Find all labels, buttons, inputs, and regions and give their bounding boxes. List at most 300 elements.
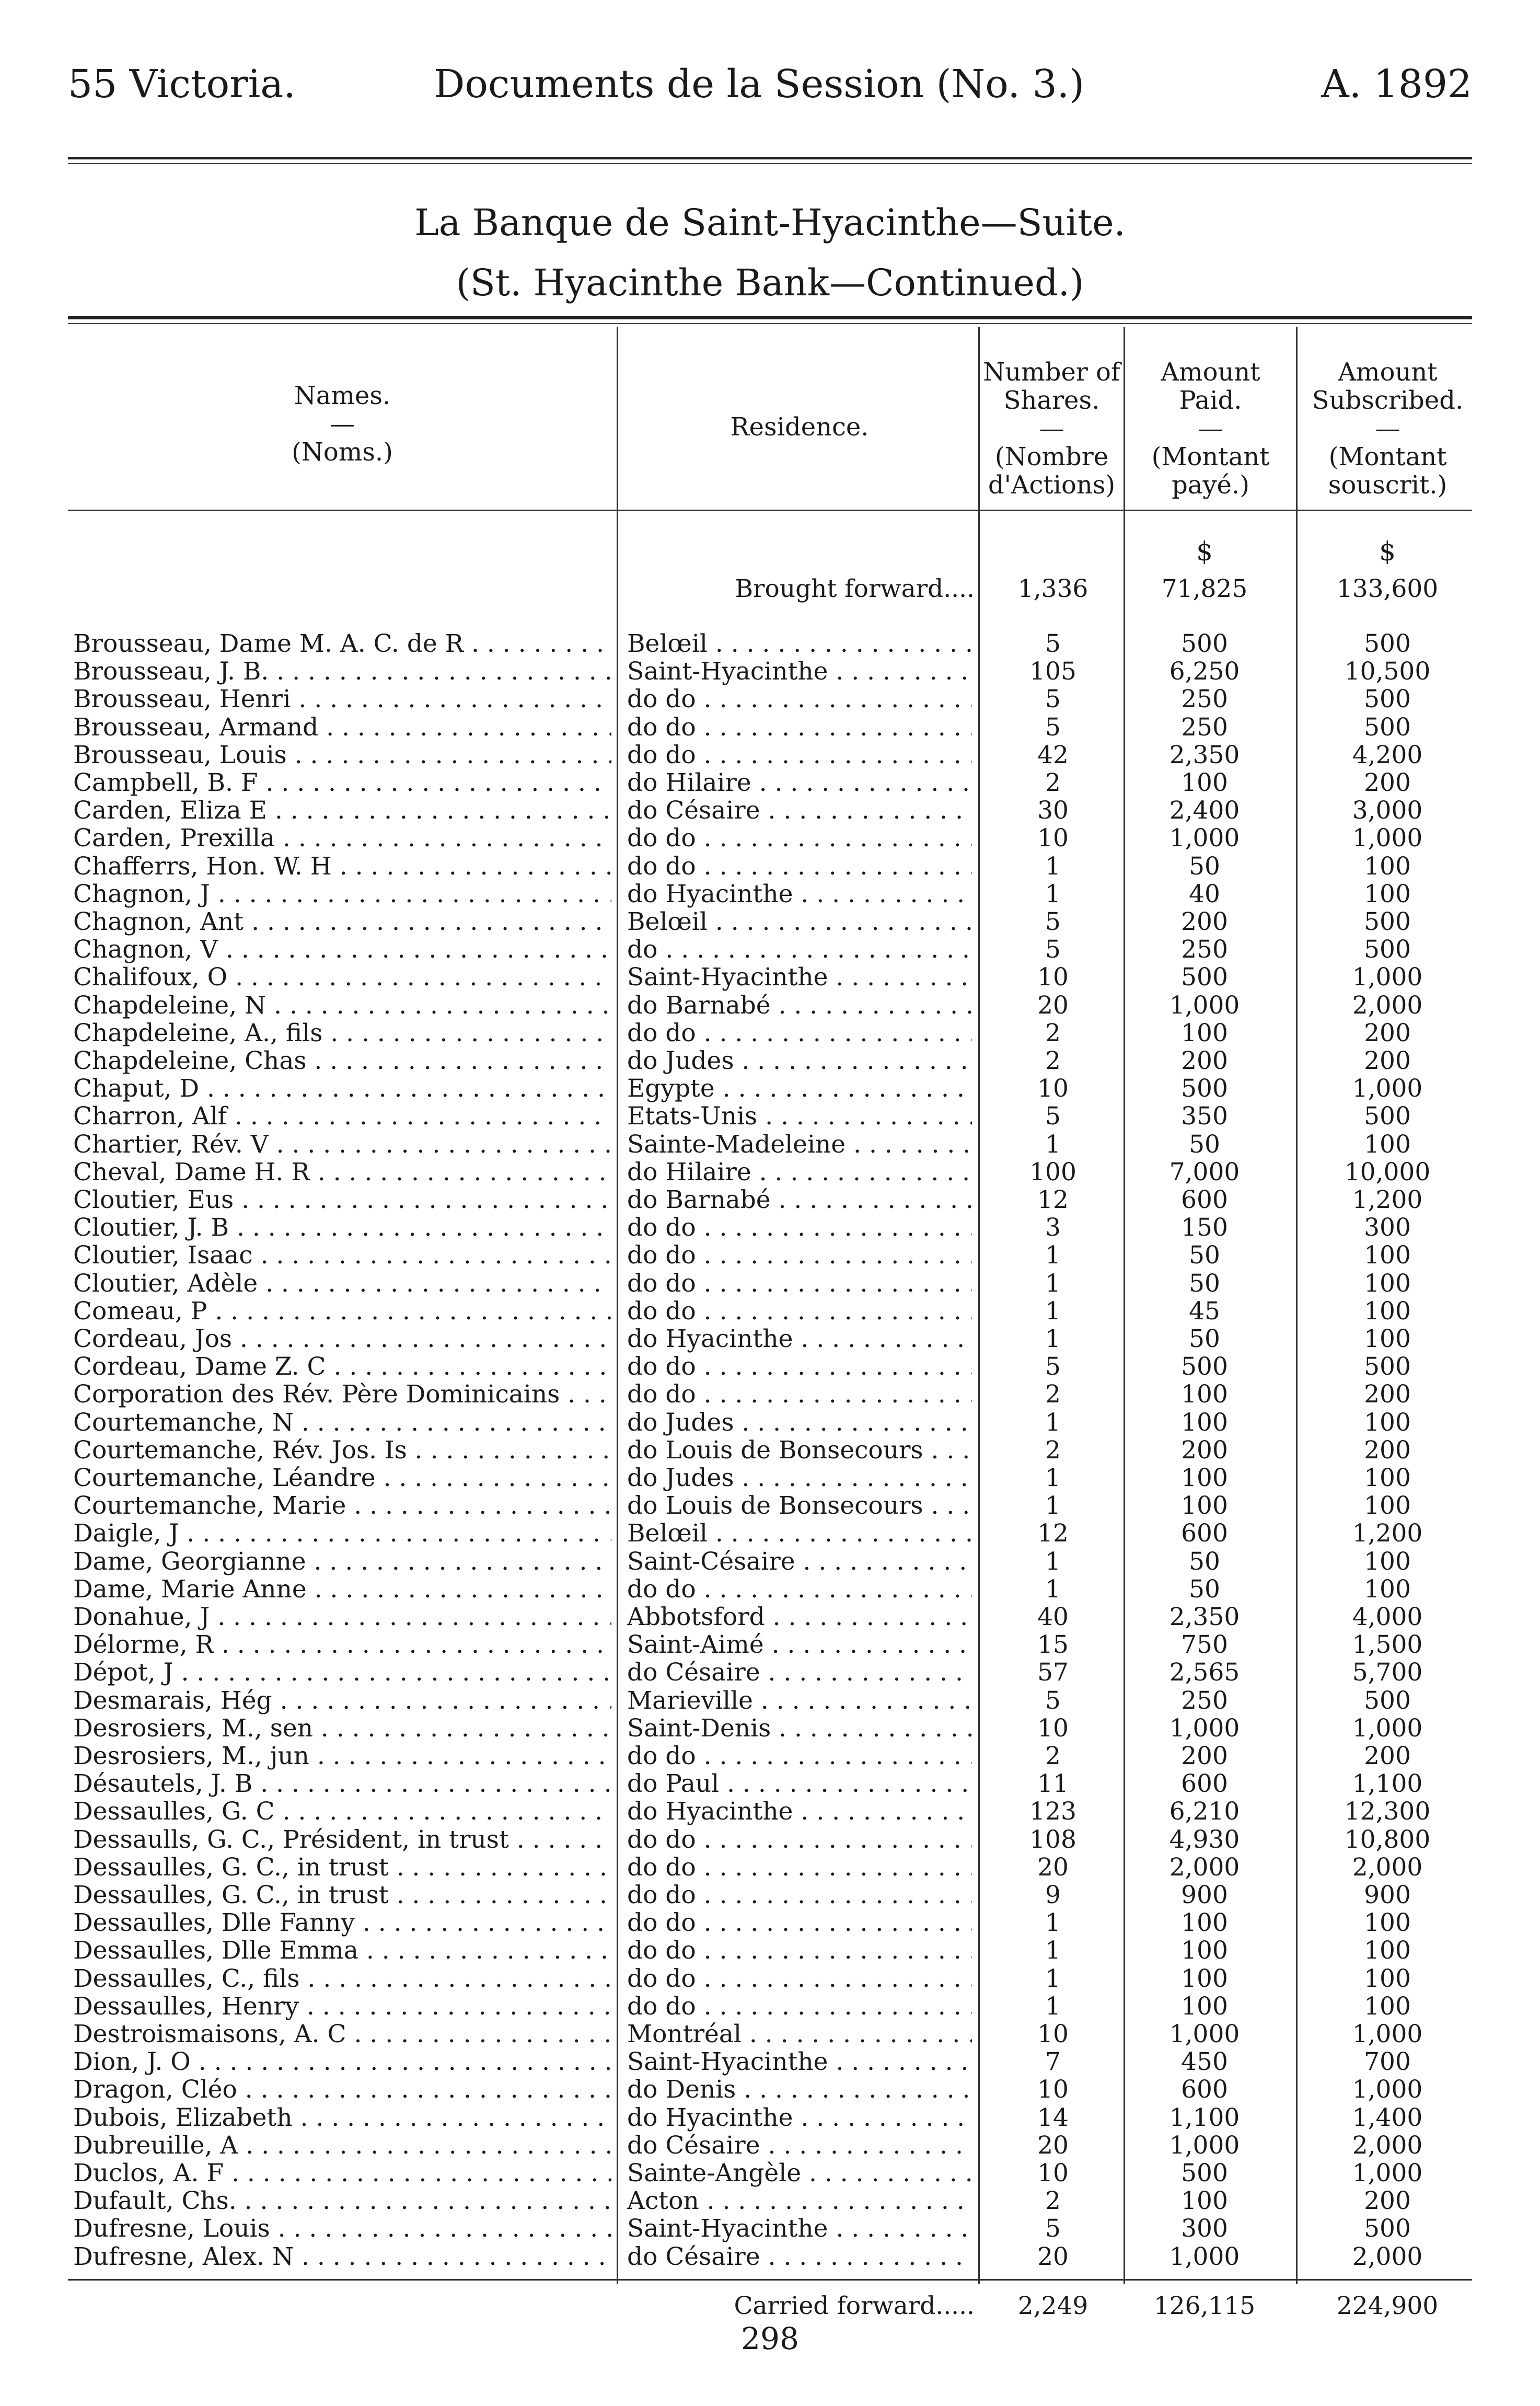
- shares-count: 2: [1045, 1380, 1061, 1409]
- shareholder-name: Chaput, D . . .: [73, 1075, 611, 1102]
- amount-subscribed: 300: [1364, 1213, 1411, 1242]
- table-row: [0, 2187, 1540, 2215]
- table-row: [0, 936, 1540, 963]
- table-row: [0, 1659, 1540, 1686]
- shares-count: 108: [1029, 1825, 1076, 1854]
- amount-paid: 350: [1181, 1102, 1228, 1131]
- shareholder-residence: do Barnabé . . .: [627, 992, 972, 1019]
- amount-subscribed: 10,800: [1344, 1825, 1431, 1854]
- amount-paid: 200: [1181, 907, 1228, 936]
- amount-paid: 50: [1189, 1574, 1220, 1604]
- amount-subscribed: 100: [1364, 1547, 1411, 1576]
- table-row: [0, 908, 1540, 936]
- shares-count: 1: [1045, 1547, 1061, 1576]
- table-row: [0, 1965, 1540, 1993]
- shares-count: 1: [1045, 1408, 1061, 1437]
- shareholder-name: Dessaulles, G. C . . .: [73, 1798, 611, 1825]
- amount-subscribed: 500: [1364, 685, 1411, 714]
- amount-subscribed: 200: [1364, 1046, 1411, 1075]
- table-row: [0, 1380, 1540, 1408]
- amount-paid: 100: [1181, 2186, 1228, 2216]
- amount-subscribed: 2,000: [1352, 2131, 1423, 2160]
- shareholder-residence: do Denis . . .: [627, 2076, 972, 2103]
- table-row: [0, 769, 1540, 797]
- shares-count: 7: [1045, 2047, 1061, 2077]
- shareholder-name: Campbell, B. F . . .: [73, 769, 611, 797]
- shareholder-name: Desrosiers, M., sen . . .: [73, 1714, 611, 1742]
- shares-count: 2: [1045, 1046, 1061, 1075]
- amount-paid: 4,930: [1169, 1825, 1240, 1854]
- shareholder-residence: do do . . .: [627, 1826, 972, 1854]
- page-title: La Banque de Saint-Hyacinthe—Suite.: [414, 201, 1126, 244]
- amount-paid: 200: [1181, 1742, 1228, 1770]
- carried-forward-shares: 2,249: [1017, 2292, 1089, 2320]
- shares-count: 57: [1037, 1658, 1069, 1687]
- table-row: [0, 1993, 1540, 2020]
- amount-paid: 6,210: [1169, 1797, 1240, 1826]
- shareholder-residence: do Hyacinthe . . .: [627, 2104, 972, 2132]
- table-row: [0, 1687, 1540, 1714]
- shares-count: 2: [1045, 2186, 1061, 2216]
- shareholder-residence: Montréal . . .: [627, 2020, 972, 2048]
- amount-subscribed: 100: [1364, 1130, 1411, 1159]
- amount-paid: 2,000: [1169, 1852, 1240, 1882]
- shareholder-name: Dépot, J . . .: [73, 1659, 611, 1686]
- table-row: [0, 1548, 1540, 1575]
- amount-subscribed: 1,000: [1352, 2159, 1423, 2188]
- shareholder-name: Dessaulles, G. C., in trust . . .: [73, 1854, 611, 1881]
- table-row: [0, 963, 1540, 991]
- table-row: [0, 2159, 1540, 2187]
- shareholder-name: Délorme, R . . .: [73, 1631, 611, 1659]
- shareholder-name: Dessaulles, G. C., in trust . . .: [73, 1881, 611, 1909]
- shareholder-residence: Marieville . . .: [627, 1687, 972, 1714]
- amount-paid: 50: [1189, 851, 1220, 881]
- amount-subscribed: 2,000: [1352, 1852, 1423, 1882]
- table-row: [0, 1881, 1540, 1909]
- brought-forward-label: Brought forward....: [735, 574, 975, 603]
- amount-subscribed: 12,300: [1344, 1797, 1431, 1826]
- shareholder-name: Dubois, Elizabeth . . .: [73, 2104, 611, 2132]
- shareholder-name: Dubreuille, A . . .: [73, 2132, 611, 2159]
- shareholder-residence: do do . . .: [627, 1881, 972, 1909]
- shareholder-name: Brousseau, Dame M. A. C. de R . . .: [73, 630, 611, 658]
- table-row: [0, 658, 1540, 685]
- shareholder-residence: do do . . .: [627, 1353, 972, 1380]
- amount-subscribed: 500: [1364, 1686, 1411, 1715]
- shareholder-name: Corporation des Rév. Père Dominicains . . .: [73, 1380, 611, 1408]
- table-row: [0, 1770, 1540, 1798]
- table-row: [0, 1186, 1540, 1214]
- shareholder-name: Dessaulls, G. C., Président, in trust . . .: [73, 1826, 611, 1854]
- table-row: [0, 1714, 1540, 1742]
- amount-paid: 1,000: [1169, 2242, 1240, 2271]
- shareholder-name: Cloutier, J. B . . .: [73, 1214, 611, 1241]
- page-number: 298: [741, 2321, 799, 2356]
- shareholder-residence: Saint-Hyacinthe . . .: [627, 2048, 972, 2076]
- amount-paid: 100: [1181, 1491, 1228, 1521]
- table-row: [0, 1075, 1540, 1102]
- brought-forward-subscribed: 133,600: [1336, 574, 1439, 603]
- table-top-rule: [68, 323, 1472, 324]
- shareholder-name: Cordeau, Jos . . .: [73, 1325, 611, 1353]
- shareholder-residence: Saint-Denis . . .: [627, 1714, 972, 1742]
- amount-paid: 600: [1181, 1185, 1228, 1214]
- table-row: [0, 2048, 1540, 2076]
- shareholder-name: Brousseau, Louis . . .: [73, 741, 611, 769]
- amount-paid: 50: [1189, 1130, 1220, 1159]
- amount-paid: 50: [1189, 1269, 1220, 1298]
- shares-count: 5: [1045, 629, 1061, 658]
- table-row: [0, 1214, 1540, 1241]
- shares-count: 20: [1037, 2131, 1069, 2160]
- shares-count: 5: [1045, 712, 1061, 742]
- carried-forward-row: [0, 2292, 1540, 2320]
- shares-count: 10: [1037, 824, 1069, 853]
- amount-subscribed: 100: [1364, 851, 1411, 881]
- shares-count: 1: [1045, 851, 1061, 881]
- shareholder-name: Courtemanche, N . . .: [73, 1409, 611, 1436]
- shares-count: 1: [1045, 1130, 1061, 1159]
- shareholder-residence: Sainte-Madeleine . . .: [627, 1131, 972, 1158]
- table-row: [0, 2132, 1540, 2159]
- amount-subscribed: 10,000: [1344, 1157, 1431, 1187]
- shares-count: 1: [1045, 879, 1061, 908]
- currency-symbol-paid: $: [1196, 536, 1213, 567]
- table-row: [0, 992, 1540, 1019]
- amount-paid: 500: [1181, 963, 1228, 992]
- shares-count: 3: [1045, 1213, 1061, 1242]
- amount-subscribed: 700: [1364, 2047, 1411, 2077]
- shareholder-name: Daigle, J . . .: [73, 1519, 611, 1547]
- amount-paid: 100: [1181, 1908, 1228, 1938]
- amount-paid: 2,565: [1169, 1658, 1240, 1687]
- shareholder-residence: Etats-Unis . . .: [627, 1102, 972, 1130]
- amount-subscribed: 200: [1364, 2186, 1411, 2216]
- table-row: [0, 713, 1540, 741]
- shareholder-residence: do Hilaire . . .: [627, 1158, 972, 1186]
- amount-subscribed: 100: [1364, 1241, 1411, 1270]
- shareholder-name: Chapdeleine, Chas . . .: [73, 1047, 611, 1075]
- amount-subscribed: 1,000: [1352, 1713, 1423, 1743]
- table-row: [0, 685, 1540, 713]
- amount-subscribed: 500: [1364, 712, 1411, 742]
- table-row: [0, 2243, 1540, 2271]
- amount-paid: 500: [1181, 1352, 1228, 1382]
- shares-count: 40: [1037, 1603, 1069, 1631]
- shareholder-residence: do do . . .: [627, 1742, 972, 1770]
- running-head-left: 55 Victoria.: [68, 62, 296, 107]
- amount-subscribed: 1,200: [1352, 1185, 1423, 1214]
- shareholder-name: Dion, J. O . . .: [73, 2048, 611, 2076]
- amount-subscribed: 500: [1364, 1352, 1411, 1382]
- shares-count: 105: [1029, 657, 1076, 686]
- shares-count: 2: [1045, 1742, 1061, 1770]
- header-rule: [68, 510, 1472, 511]
- table-row: [0, 1325, 1540, 1353]
- amount-paid: 2,350: [1169, 1603, 1240, 1631]
- table-row: [0, 1631, 1540, 1659]
- table-row: [0, 1409, 1540, 1436]
- shareholder-name: Chapdeleine, A., fils . . .: [73, 1019, 611, 1047]
- shares-count: 5: [1045, 2214, 1061, 2243]
- running-head-center: Documents de la Session (No. 3.): [434, 62, 1085, 107]
- shareholder-name: Dragon, Cléo . . .: [73, 2076, 611, 2103]
- amount-paid: 100: [1181, 1018, 1228, 1047]
- column-header-subscribed: Amount Subscribed. — (Montant souscrit.): [1312, 358, 1464, 500]
- column-header-paid: Amount Paid. — (Montant payé.): [1151, 358, 1270, 500]
- footer-rule: [68, 2279, 1472, 2281]
- amount-paid: 250: [1181, 685, 1228, 714]
- table-row: [0, 1047, 1540, 1075]
- amount-subscribed: 4,000: [1352, 1603, 1423, 1631]
- shareholder-residence: do Louis de Bonsecours . . .: [627, 1492, 972, 1519]
- shareholder-name: Chartier, Rév. V . . .: [73, 1131, 611, 1158]
- shareholder-name: Cheval, Dame H. R . . .: [73, 1158, 611, 1186]
- shareholder-name: Dame, Georgianne . . .: [73, 1548, 611, 1575]
- table-row: [0, 1102, 1540, 1130]
- shareholder-name: Cloutier, Adèle . . .: [73, 1270, 611, 1297]
- table-row: [0, 1353, 1540, 1380]
- shareholder-name: Chalifoux, O . . .: [73, 963, 611, 991]
- amount-paid: 100: [1181, 1464, 1228, 1492]
- shares-count: 20: [1037, 2242, 1069, 2271]
- shares-count: 12: [1037, 1519, 1069, 1548]
- amount-paid: 100: [1181, 1991, 1228, 2021]
- shareholder-name: Dufault, Chs. . . .: [73, 2187, 611, 2215]
- amount-paid: 200: [1181, 1435, 1228, 1465]
- amount-subscribed: 100: [1364, 1964, 1411, 1993]
- shareholder-residence: do Judes . . .: [627, 1464, 972, 1492]
- page-subtitle: (St. Hyacinthe Bank—Continued.): [456, 261, 1084, 304]
- carried-forward-label: Carried forward.....: [734, 2292, 975, 2320]
- table-row: [0, 797, 1540, 824]
- shares-count: 1: [1045, 1325, 1061, 1353]
- divider: [68, 157, 1472, 159]
- amount-paid: 50: [1189, 1241, 1220, 1270]
- amount-paid: 100: [1181, 768, 1228, 797]
- shares-count: 1: [1045, 1936, 1061, 1965]
- amount-subscribed: 200: [1364, 1435, 1411, 1465]
- amount-subscribed: 100: [1364, 1574, 1411, 1604]
- shares-count: 1: [1045, 1491, 1061, 1521]
- shareholder-name: Dessaulles, C., fils . . .: [73, 1965, 611, 1993]
- table-row: [0, 853, 1540, 880]
- shareholder-name: Brousseau, J. B. . . .: [73, 658, 611, 685]
- amount-paid: 500: [1181, 1074, 1228, 1103]
- amount-paid: 250: [1181, 935, 1228, 964]
- shareholder-name: Chagnon, J . . .: [73, 880, 611, 908]
- shares-count: 1: [1045, 1241, 1061, 1270]
- amount-subscribed: 100: [1364, 879, 1411, 908]
- amount-subscribed: 100: [1364, 1296, 1411, 1326]
- shares-count: 10: [1037, 2075, 1069, 2104]
- amount-paid: 40: [1189, 879, 1220, 908]
- table-row: [0, 1158, 1540, 1186]
- amount-subscribed: 1,400: [1352, 2103, 1423, 2132]
- shares-count: 9: [1045, 1881, 1061, 1909]
- column-header-residence: Residence.: [730, 412, 869, 442]
- table-row: [0, 1019, 1540, 1047]
- amount-subscribed: 10,500: [1344, 657, 1431, 686]
- amount-paid: 50: [1189, 1325, 1220, 1353]
- amount-subscribed: 500: [1364, 2214, 1411, 2243]
- shareholder-name: Chagnon, Ant . . .: [73, 908, 611, 936]
- table-row: [0, 1909, 1540, 1937]
- amount-paid: 1,000: [1169, 991, 1240, 1020]
- shareholder-name: Courtemanche, Léandre . . .: [73, 1464, 611, 1492]
- table-top-rule: [68, 316, 1472, 319]
- shareholder-residence: do do . . .: [627, 1241, 972, 1269]
- shares-count: 10: [1037, 1074, 1069, 1103]
- shareholder-name: Dufresne, Louis . . .: [73, 2215, 611, 2242]
- shareholder-residence: Egypte . . .: [627, 1075, 972, 1102]
- shareholder-name: Cordeau, Dame Z. C . . .: [73, 1353, 611, 1380]
- amount-subscribed: 100: [1364, 1491, 1411, 1521]
- shareholder-name: Comeau, P . . .: [73, 1297, 611, 1325]
- shareholder-residence: do Barnabé . . .: [627, 1186, 972, 1214]
- table-row: [0, 1519, 1540, 1547]
- table-row: [0, 630, 1540, 658]
- shares-count: 1: [1045, 1964, 1061, 1993]
- amount-paid: 1,100: [1169, 2103, 1240, 2132]
- shareholder-name: Dame, Marie Anne . . .: [73, 1575, 611, 1603]
- amount-subscribed: 100: [1364, 1269, 1411, 1298]
- shares-count: 5: [1045, 685, 1061, 714]
- shareholder-name: Chagnon, V . . .: [73, 936, 611, 963]
- shareholder-residence: do Hyacinthe . . .: [627, 1798, 972, 1825]
- table-row: [0, 1297, 1540, 1325]
- shareholder-name: Chafferrs, Hon. W. H . . .: [73, 853, 611, 880]
- shareholder-residence: do Césaire . . .: [627, 2243, 972, 2271]
- amount-paid: 7,000: [1169, 1157, 1240, 1187]
- amount-paid: 200: [1181, 1046, 1228, 1075]
- shareholder-residence: Saint-Hyacinthe . . .: [627, 963, 972, 991]
- shares-count: 1: [1045, 1991, 1061, 2021]
- amount-paid: 100: [1181, 1380, 1228, 1409]
- shareholder-residence: do do . . .: [627, 1214, 972, 1241]
- currency-symbol-subscribed: $: [1379, 536, 1396, 567]
- table-row: [0, 1854, 1540, 1881]
- amount-paid: 600: [1181, 1769, 1228, 1799]
- shareholder-name: Dessaulles, Henry . . .: [73, 1993, 611, 2020]
- shareholder-residence: do Judes . . .: [627, 1409, 972, 1436]
- shares-count: 2: [1045, 1018, 1061, 1047]
- table-row: [0, 880, 1540, 908]
- shareholder-residence: do do . . .: [627, 1993, 972, 2020]
- divider: [68, 163, 1472, 164]
- amount-paid: 250: [1181, 1686, 1228, 1715]
- shareholder-residence: Belœil . . .: [627, 908, 972, 936]
- carried-forward-subscribed: 224,900: [1336, 2292, 1439, 2320]
- shareholder-name: Désautels, J. B . . .: [73, 1770, 611, 1798]
- table-row: [0, 824, 1540, 852]
- amount-subscribed: 200: [1364, 768, 1411, 797]
- shares-count: 5: [1045, 1102, 1061, 1131]
- shares-count: 12: [1037, 1185, 1069, 1214]
- shareholder-name: Cloutier, Isaac . . .: [73, 1241, 611, 1269]
- shareholder-residence: do Césaire . . .: [627, 797, 972, 824]
- amount-subscribed: 500: [1364, 629, 1411, 658]
- amount-subscribed: 500: [1364, 907, 1411, 936]
- shareholder-residence: do do . . .: [627, 1380, 972, 1408]
- shareholder-name: Duclos, A. F . . .: [73, 2159, 611, 2187]
- table-row: [0, 1131, 1540, 1158]
- table-row: [0, 1436, 1540, 1464]
- table-row: [0, 1464, 1540, 1492]
- shareholder-name: Carden, Eliza E . . .: [73, 797, 611, 824]
- shareholder-residence: do . . .: [627, 936, 972, 963]
- amount-paid: 2,350: [1169, 740, 1240, 769]
- shareholder-residence: do Paul . . .: [627, 1770, 972, 1798]
- shareholder-residence: do Césaire . . .: [627, 2132, 972, 2159]
- shareholder-residence: do do . . .: [627, 685, 972, 713]
- shareholder-residence: Acton . . .: [627, 2187, 972, 2215]
- shares-count: 1: [1045, 1269, 1061, 1298]
- shares-count: 2: [1045, 1435, 1061, 1465]
- shareholder-name: Dessaulles, Dlle Emma . . .: [73, 1937, 611, 1964]
- amount-paid: 600: [1181, 2075, 1228, 2104]
- shareholder-name: Desmarais, Hég . . .: [73, 1687, 611, 1714]
- shareholder-residence: do Louis de Bonsecours . . .: [627, 1436, 972, 1464]
- shareholder-name: Dufresne, Alex. N . . .: [73, 2243, 611, 2271]
- shareholder-residence: do do . . .: [627, 824, 972, 852]
- amount-subscribed: 5,700: [1352, 1658, 1423, 1687]
- shareholder-residence: Saint-Hyacinthe . . .: [627, 2215, 972, 2242]
- amount-paid: 45: [1189, 1296, 1220, 1326]
- shares-count: 2: [1045, 768, 1061, 797]
- shareholder-name: Cloutier, Eus . . .: [73, 1186, 611, 1214]
- table-row: [0, 2215, 1540, 2242]
- amount-subscribed: 200: [1364, 1742, 1411, 1770]
- amount-subscribed: 1,000: [1352, 2020, 1423, 2048]
- brought-forward-shares: 1,336: [1017, 574, 1089, 603]
- amount-subscribed: 100: [1364, 1936, 1411, 1965]
- table-row: [0, 1742, 1540, 1770]
- shares-count: 100: [1029, 1157, 1076, 1187]
- shareholder-residence: Saint-Hyacinthe . . .: [627, 658, 972, 685]
- shareholder-residence: do do . . .: [627, 1854, 972, 1881]
- shareholder-residence: do Hyacinthe . . .: [627, 880, 972, 908]
- shares-count: 15: [1037, 1630, 1069, 1660]
- amount-paid: 150: [1181, 1213, 1228, 1242]
- shareholder-name: Courtemanche, Rév. Jos. Is . . .: [73, 1436, 611, 1464]
- table-row: [0, 1603, 1540, 1631]
- amount-subscribed: 100: [1364, 1991, 1411, 2021]
- table-row: [0, 741, 1540, 769]
- shareholder-name: Brousseau, Armand . . .: [73, 713, 611, 741]
- amount-paid: 500: [1181, 2159, 1228, 2188]
- shares-count: 14: [1037, 2103, 1069, 2132]
- amount-paid: 1,000: [1169, 1713, 1240, 1743]
- shareholder-name: Brousseau, Henri . . .: [73, 685, 611, 713]
- amount-paid: 50: [1189, 1547, 1220, 1576]
- shareholder-residence: do do . . .: [627, 1019, 972, 1047]
- amount-paid: 450: [1181, 2047, 1228, 2077]
- shares-count: 5: [1045, 1686, 1061, 1715]
- amount-paid: 1,000: [1169, 824, 1240, 853]
- running-head: [68, 62, 1472, 114]
- table-row: [0, 1270, 1540, 1297]
- shares-count: 10: [1037, 1713, 1069, 1743]
- amount-subscribed: 1,000: [1352, 824, 1423, 853]
- amount-subscribed: 1,000: [1352, 1074, 1423, 1103]
- shares-count: 10: [1037, 2159, 1069, 2188]
- amount-subscribed: 2,000: [1352, 991, 1423, 1020]
- table-row: [0, 1492, 1540, 1519]
- carried-forward-paid: 126,115: [1153, 2292, 1256, 2320]
- amount-subscribed: 1,100: [1352, 1769, 1423, 1799]
